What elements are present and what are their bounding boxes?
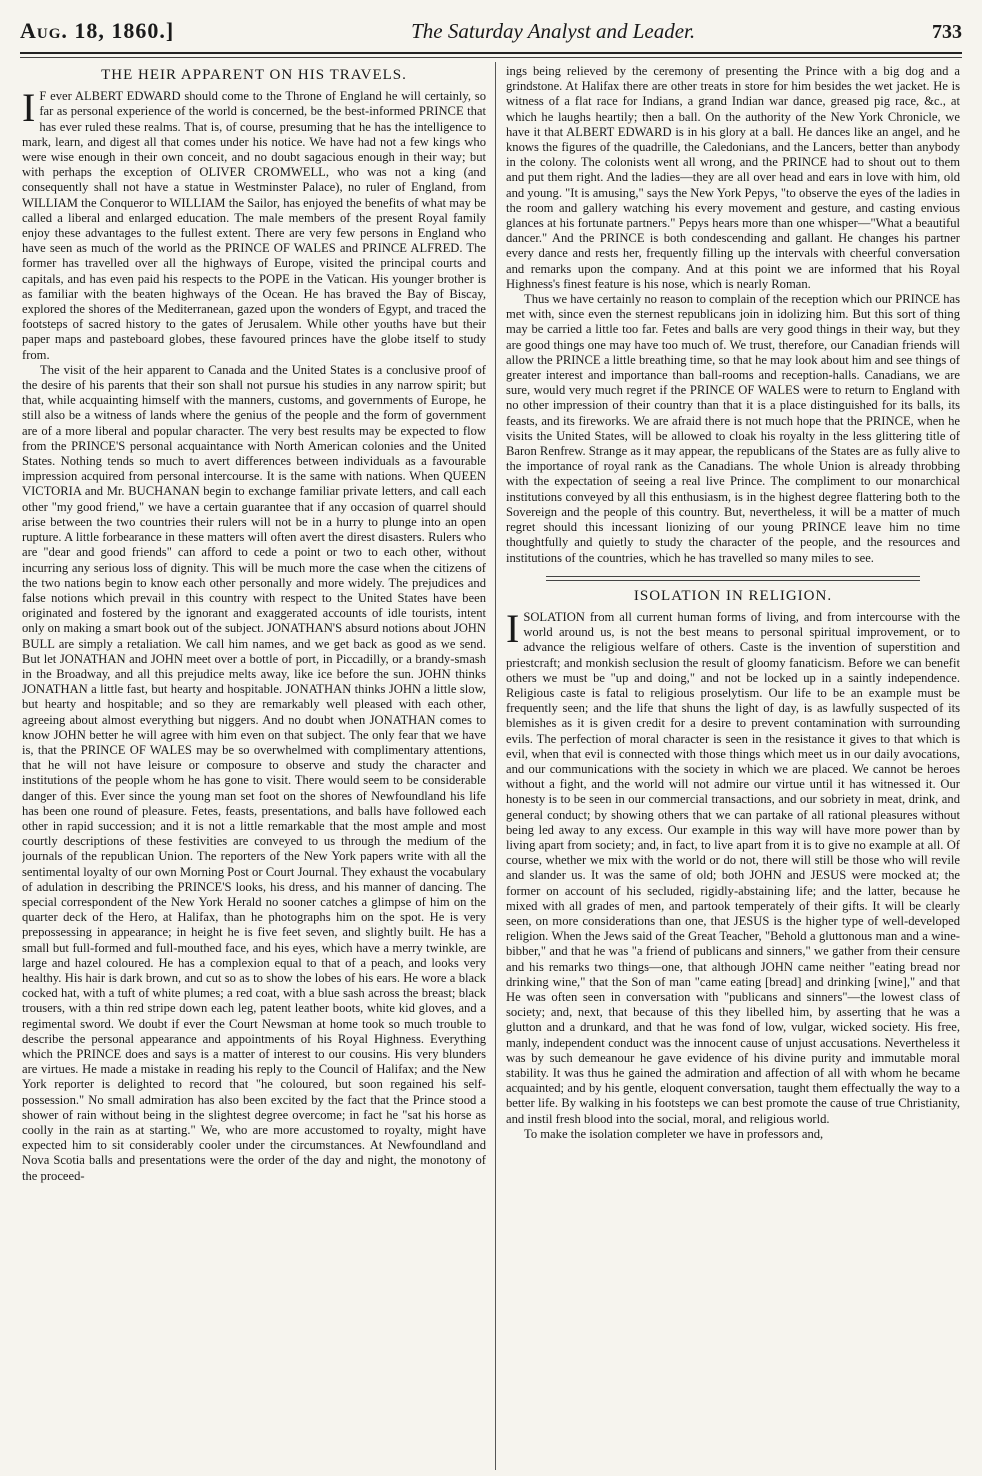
page-number: 733 <box>931 21 962 43</box>
header-rule <box>20 52 962 54</box>
left-column <box>22 64 486 1468</box>
article1-paragraph-4: Thus we have certainly no reason to complain of the reception which our PRINCE has met with, since even the sternest republicans join in idolizing him. But this sort of thing may be carried a little too far. Fetes and balls are very good things in their way, but they are good things one may have too much of. We trust, therefore, our Canadian friends will allow the PRINCE a little breathing time, so that he may look about him and see things of greater interest and importance than ball-rooms and reception-halls. Canadians, we are sure, would very much regret if the PRINCE OF WALES were to return to England with no other impression of their country than that it is a place distinguished for its balls, its feasts, and its fireworks. We are afraid there is not much hope that the PRINCE, when he visits the United States, will be allowed to cloak his royalty in the less glittering title of Baron Renfrew. Strange as it may appear, the republicans of the States are as fully alive to the importance of royal rank as the Canadians. The whole Union is already throbbing with the expectation of seeing a real live Prince. The compliment to our monarchical institutions conveyed by all this enthusiasm, is in the highest degree flattering both to the Sovereign and the people of this country. But, nevertheless, it will be a matter of much regret should this incessant lionizing of our young PRINCE leave him no time thoughtfully and quietly to study the character of the people, and the resources and institutions of the countries, which he has travelled so many miles to see. <box>506 292 960 565</box>
header-rule-thin <box>20 57 962 58</box>
header-date: Aug. 18, 1860.] <box>20 18 175 43</box>
article1-paragraph-2: The visit of the heir apparent to Canada and the United States is a conclusive proof of the desire of his parents that their son shall not pursue his studies in any narrow spirit; but that, while acquainting himself with the manners, customs, and governments of Europe, he still also be a witness of lands where the genius of the people and the form of government are of a more liberal and popular character. The very best results may be expected to flow from the PRINCE'S personal acquaintance with North American colonies and the United States. Nothing tends so much to avert differences between individuals as a favourable impression acquired from personal intercourse. It is the same with nations. When QUEEN VICTORIA and Mr. BUCHANAN begin to exchange familiar private letters, and call each other "my good friend," we have a certain guarantee that if any occasion of quarrel should arise between the two countries their rulers will not be in a hurry to plunge into an open rupture. A little forbearance in these matters will often avert the direst disasters. Rulers who are "dear and good friends" can afford to cede a point or two to each other, without incurring any serious loss of dignity. This will be much more the case when the citizens of the two nations begin to know each other personally and more widely. The prejudices and false notions which prevail in this country with respect to the United States have been originated and fostered by the ignorant and exaggerated accounts of idle tourists, intent only on making a smart book out of the subject. JONATHAN'S absurd notions about JOHN BULL are simply a retaliation. We call him names, and we get back as good as we send. But let JONATHAN and JOHN meet over a bottle of port, in Piccadilly, or a brandy-smash in the Broadway, and all this prejudice melts away, like ice before the sun. JOHN thinks JONATHAN a little fast, but hearty and hospitable. JONATHAN thinks JOHN a little slow, but hearty and hospitable; and so they are remarkably well pleased with each other, agreeing about almost everything but niggers. And no doubt when JONATHAN comes to know JOHN better he will agree with him even on that subject. The only fear that we have is, that the PRINCE OF WALES may be so overwhelmed with complimentary attentions, that he will not have leisure or composure to observe and study the character and institutions of the people whom he has gone to visit. There would seem to be considerable danger of this. Ever since the young man set foot on the shores of Newfoundland his life has been one round of pleasure. Fetes, feasts, presentations, and balls have followed each other in rapid succession; and it is not a little remarkable that the most ample and most courtly descriptions of these festivities are conveyed to us through the medium of the journals of the republican Union. The reporters of the New York papers write with all the sentimental loyalty of our own Morning Post or Court Journal. They exhaust the vocabulary of adulation in describing the PRINCE'S looks, his dress, and his manner of dancing. The special correspondent of the New York Herald no sooner catches a glimpse of him on the quarter deck of the Hero, at Halifax, than he photographs him on the spot. He is very prepossessing in appearance; in height he is five feet seven, and slightly built. He has a small but full-formed and full-mouthed face, and his eyes, which have a merry twinkle, are large and hazel coloured. He has a complexion equal to that of a peach, and looks very healthy. His hair is dark brown, and cut so as to show the lobes of his ears. He wore a black cocked hat, with a tuft of white plumes; a red coat, with a blue sash across the breast; black trousers, with a thin red stripe down each leg, patent leather boots, white kid gloves, and a regimental sword. We doubt if ever the Court Newsman at home took so much trouble to describe the personal appearance and appointments of his Royal Highness. Everything which the PRINCE does and says is a matter of interest to our cousins. His very blunders are virtues. He made a mistake in reading his reply to the Council of Halifax; and the New York reporter is delighted to record that "he coloured, but soon regained his self-possession." No small admiration has also been excited by the fact that the Prince stood a shower of rain without being in the slightest degree overcome; in fact he "sat his horse as coolly in the rain as at starting." We, who are more accustomed to royalty, might have expected him to sit considerably cooler under the circumstances. At Newfoundland and Nova Scotia balls and presentations were the order of the day and night, the monotony of the proceed- <box>22 362 486 1183</box>
section-divider <box>546 576 920 577</box>
article1-paragraph-1 <box>22 85 486 363</box>
article2-paragraph-2: To make the isolation completer we have in professors and, <box>524 1126 824 1141</box>
drop-cap: I <box>22 85 36 131</box>
article-title-heir-apparent: THE HEIR APPARENT ON HIS TRAVELS. <box>101 67 407 83</box>
article-title-isolation: ISOLATION IN RELIGION. <box>633 587 833 604</box>
article1-paragraph-3: ings being relieved by the ceremony of presenting the Prince with a big dog and a grindstone. At Halifax there are other treats in store for him besides the wet jacket. He is witness of a flat race for Indians, a grand Indian war dance, greased pig race, &c., at which he laughs heartily; then a ball. On the authority of the New York Chronicle, we have it that ALBERT EDWARD is in his glory at a ball. He dances like an angel, and he knows the figures of the quadrille, the Caledonians, and the Lancers, better than anybody in the colony. The colonists went all wrong, and the PRINCE had to shout out to them and put them right. And the ladies—they are all over head and ears in love with him, old and young. "It is amusing," says the New York Pepys, "to observe the eyes of the ladies in the room and gallery watching his every movement and gesture, and casting envious glances at his fortunate partners." Pepys hears more than one whisper—"What a beautiful dancer." And the PRINCE is both condescending and gallant. He changes his partner every dance and rests her, frequently filling up the intervals with cheerful conversation and remarks upon the company. And at this point we are informed that his Royal Highness's finest feature is his nose, which is nearly Roman. <box>506 64 960 291</box>
column-divider <box>495 62 496 1470</box>
drop-cap: I <box>506 605 520 651</box>
article1-paragraph-1-text: F ever ALBERT EDWARD should come to the Throne of England he will certainly, so far as personal experience of the world is concerned, be the best-informed PRINCE that has ever ruled these realms. That is, of course, presuming that he has the intelligence to mark, learn, and digest all that comes under his notice. We have had not a few kings who were wise enough in their own conceit, and no doubt sagacious enough in their way; but with perhaps the exception of OLIVER CROMWELL, who was not a king (and consequently shall not have a statue in Westminster Palace), no ruler of England, from WILLIAM the Conqueror to WILLIAM the Sailor, has enjoyed the benefits of what may be called a liberal and enlarged education. The male members of the present Royal family enjoy these advantages to the fullest extent. There are very few persons in England who have seen as much of the world as the PRINCE OF WALES and PRINCE ALFRED. The former has travelled over all the highways of Europe, visited the principal courts and capitals, and has even paid his respects to the POPE in the Vatican. His younger brother is as familiar with the beaten highways of the Ocean. He has braved the Bay of Biscay, explored the shores of the Mediterranean, gazed upon the wonders of Egypt, and traced the footsteps of sacred history to the gates of Jerusalem. While other youths have but their paper maps and pasteboard globes, these favoured princes have the globe itself to study from. <box>22 89 486 362</box>
right-column <box>506 64 960 1468</box>
article2-paragraph-1-text: SOLATION from all current human forms of living, and from intercourse with the world around us, is not the best means to personal spiritual improvement, or to advance the religious welfare of others. Caste is the invention of superstition and priestcraft; and monkish seclusion the result of gloomy fanaticism. Before we can benefit others we must be "up and doing," and not be locked up in a saintly independence. Religious caste is fatal to religious proselytism. Our life to be an example must be frequently seen; and the life that shuns the light of day, is as lawfully suspected of its blemishes as it is given credit for a desire to prevent contamination with surrounding evils. The perfection of moral character is seen in the resistance it gives to that which is evil, when that evil is connected with those things which meet us in our daily avocations, and our communications with the society in which we are placed. We cannot be heroes without a fight, and the world will not admire our virtue until it has witnessed it. Our honesty is to be seen in our commercial transactions, and our sobriety in meat, drink, and general conduct; by showing others that we can partake of all rational pleasures without being led away to any excess. Our example in this way will have more power than by living apart from society; and, in fact, to live apart from it is to give no example at all. Of course, whether we mix with the world or do not, there will still be those who will revile and slander us. It was the same of old; both JOHN and JESUS were mocked at; the former on account of his secluded, rigidly-abstaining life; and the latter, because he mixed with all grades of men, and partook temperately of their gifts. It will be clearly seen, on more considerations than one, that JESUS is the higher type of well-developed religion. When the Jews said of the Great Teacher, "Behold a gluttonous man and a wine-bibber," and that he was "a friend of publicans and sinners," we gather from their censure and his remarks two things—one, that although JOHN came neither "eating bread nor drinking wine," that the Son of man "came eating [bread] and drinking [wine]," and that He was often seen in conversation with "publicans and sinners"—the lowest class of society; and, next, that because of this they libelled him, by asserting that he was a glutton and a drunkard, and that he was fond of low, vulgar, wicked society. His free, manly, independent conduct was the innocent cause of unjust accusations. Nevertheless it was by such demeanour he gave evidence of his divine purity and immutable moral stability. It was thus he gained the admiration and affection of all with whom he became acquainted; and by his gentle, eloquent conversation, taught them effectually the way to a better life. By walking in his footsteps we can best promote the cause of true Christianity, and instil fresh blood into the social, moral, and religious world. <box>506 609 960 1126</box>
section-divider-thin <box>546 580 920 581</box>
page-header <box>20 18 962 50</box>
publication-title: The Saturday Analyst and Leader. <box>411 19 696 43</box>
article2-paragraph-1 <box>506 605 960 1127</box>
